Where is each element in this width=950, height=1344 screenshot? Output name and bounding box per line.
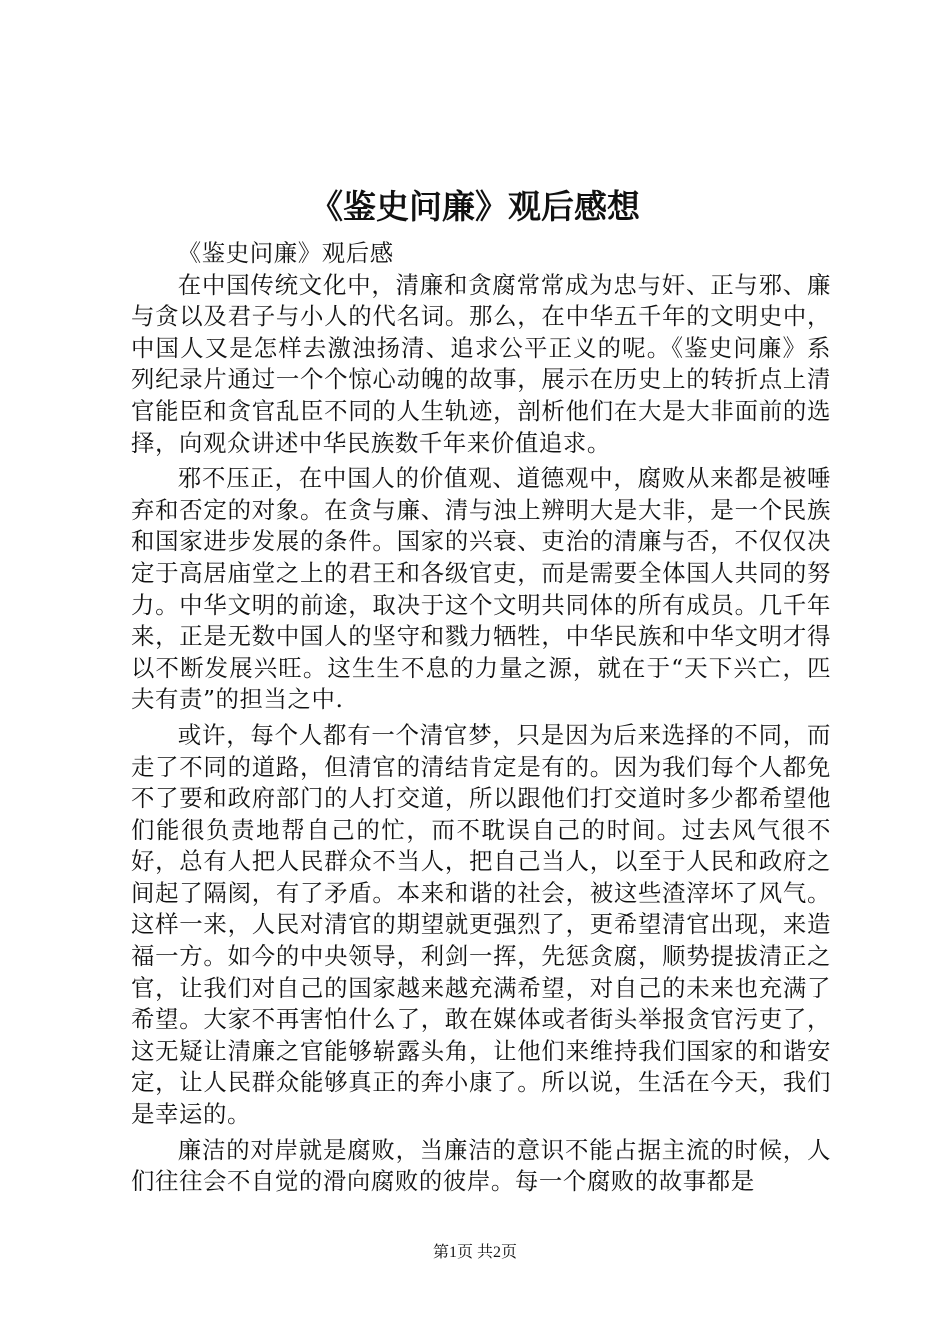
body-paragraph-2: 邪不压正，在中国人的价值观、道德观中，腐败从来都是被唾弃和否定的对象。在贪与廉、清与浊上辨明大是大非，是一个民族和国家进步发展的条件。国家的兴衰、吏治的清廉与否，不仅仅决定于高居庙堂之上的君王和各级官吏，而是需要全体国人共同的努力。中华文明的前途，取决于这个文明共同体的所有成员。几千年来，正是无数中国人的坚守和戮力牺牲，中华民族和中华文明才得以不断发展兴旺。这生生不息的力量之源，就在于“天下兴亡，匹夫有责”的担当之中. bbox=[131, 464, 831, 714]
body-paragraph-4: 廉洁的对岸就是腐败，当廉洁的意识不能占据主流的时候，人们往往会不自觉的滑向腐败的彼岸。每一个腐败的故事都是 bbox=[131, 1135, 831, 1196]
page-number-footer: 第1页 共2页 bbox=[432, 1244, 517, 1261]
document-title: 《鉴史问廉》观后感想 bbox=[310, 187, 640, 226]
body-paragraph-3: 或许，每个人都有一个清官梦，只是因为后来选择的不同，而走了不同的道路，但清官的清结肯定是有的。因为我们每个人都免不了要和政府部门的人打交道，所以跟他们打交道时多少都希望他们能很负责地帮自己的忙，而不耽误自己的时间。过去风气很不好，总有人把人民群众不当人，把自己当人，以至于人民和政府之间起了隔阂，有了矛盾。本来和谐的社会，被这些渣滓坏了风气。这样一来，人民对清官的期望就更强烈了，更希望清官出现，来造福一方。如今的中央领导，利剑一挥，先惩贪腐，顺势提拔清正之官，让我们对自己的国家越来越充满希望，对自己的未来也充满了希望。大家不再害怕什么了，敢在媒体或者街头举报贪官污吏了，这无疑让清廉之官能够崭露头角，让他们来维持我们国家的和谐安定，让人民群众能够真正的奔小康了。所以说，生活在今天，我们是幸运的。 bbox=[131, 720, 831, 1129]
document-subtitle: 《鉴史问廉》观后感 bbox=[177, 239, 394, 267]
document-body bbox=[131, 238, 831, 1202]
body-paragraph-1: 在中国传统文化中，清廉和贪腐常常成为忠与奸、正与邪、廉与贪以及君子与小人的代名词。那么，在中华五千年的文明史中，中国人又是怎样去激浊扬清、追求公平正义的呢。《鉴史问廉》系列纪录片通过一个个惊心动魄的故事，展示在历史上的转折点上清官能臣和贪官乱臣不同的人生轨迹，剖析他们在大是大非面前的选择，向观众讲述中华民族数千年来价值追求。 bbox=[131, 270, 831, 457]
